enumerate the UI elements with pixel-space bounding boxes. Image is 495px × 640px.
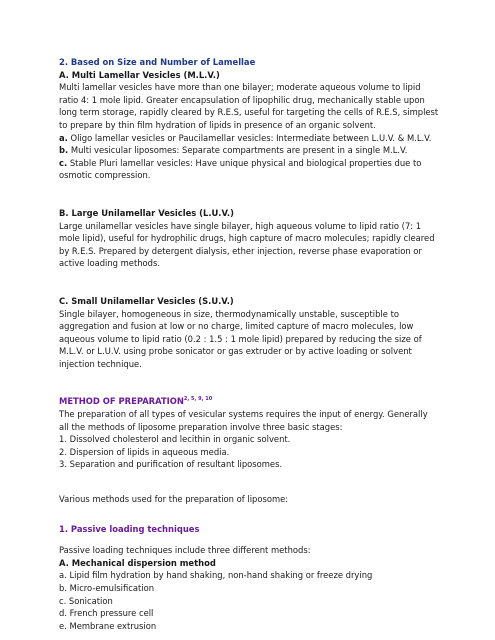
stage-item-3: 3. Separation and purification of resultant liposomes. xyxy=(59,459,283,470)
method-heading-text: METHOD OF PREPARATION xyxy=(59,396,184,407)
paragraph-suv: Single bilayer, homogeneous in size, thermodynamically unstable, susceptible to aggregation and fusion at low or no charge, limited capture of macro molecules, low aqueous volume to lipid ratio (0.2 : 1.5 : 1 mole lipid) prepared by reducing the size of M.L.V. or L.U.V. using probe sonicator or gas extruder or by active loading or solvent injection technique. xyxy=(59,308,422,369)
list-text: Multi vesicular liposomes: Separate compartments are present in a single M.L.V. xyxy=(68,145,408,156)
list-item-mlv-b xyxy=(59,144,439,157)
paragraph-various-methods: Various methods used for the preparation of liposome: xyxy=(59,494,289,505)
section-heading-lamellae: 2. Based on Size and Number of Lamellae xyxy=(59,57,256,67)
list-item-mlv-c xyxy=(59,157,439,182)
section-heading-method xyxy=(59,395,439,408)
subheading-mechanical: A. Mechanical dispersion method xyxy=(59,557,216,568)
method-item-a: a. Lipid film hydration by hand shaking, non-hand shaking or freeze drying xyxy=(59,570,373,581)
list-prefix: c. xyxy=(59,157,68,168)
stage-item-1: 1. Dissolved cholesterol and lecithin in organic solvent. xyxy=(59,434,291,445)
list-text: Oligo lamellar vesicles or Paucilamellar vesicles: Intermediate between L.U.V. & M.L.V. xyxy=(67,132,432,143)
paragraph-luv: Large unilamellar vesicles have single bilayer, high aqueous volume to lipid ratio (7: 1 mole lipid), useful for hydrophilic drugs, high capture of macro molecules; rapidly cleared by R.E.S. Prepared by detergent dialysis, ether injection, reverse phase evaporation or active loading methods. xyxy=(59,220,435,269)
subheading-luv: B. Large Unilamellar Vesicles (L.U.V.) xyxy=(59,207,234,218)
subheading-mlv: A. Multi Lamellar Vesicles (M.L.V.) xyxy=(59,69,220,80)
list-prefix: b. xyxy=(59,145,69,156)
method-item-c: c. Sonication xyxy=(59,595,113,606)
document-body xyxy=(59,56,439,632)
paragraph-passive-intro: Passive loading techniques include three different methods: xyxy=(59,545,311,556)
method-item-d: d. French pressure cell xyxy=(59,608,154,619)
paragraph-mlv: Multi lamellar vesicles have more than one bilayer; moderate aqueous volume to lipid ratio 4: 1 mole lipid. Greater encapsulation of lipophilic drug, mechanically stable upon long term storage, rapidly cleared by R.E.S, useful for targeting the cells of R.E.S, simplest to prepare by thin film hydration of lipids in presence of an organic solvent. xyxy=(59,82,439,130)
list-prefix: a. xyxy=(59,132,68,143)
list-text: Stable Pluri lamellar vesicles: Have unique physical and biological properties due to osmotic compression. xyxy=(59,157,422,181)
stage-item-2: 2. Dispersion of lipids in aqueous media. xyxy=(59,446,230,457)
subheading-suv: C. Small Unilamellar Vesicles (S.U.V.) xyxy=(59,295,234,306)
list-item-mlv-a xyxy=(59,132,439,145)
method-item-b: b. Micro-emulsification xyxy=(59,583,155,593)
section-heading-passive: 1. Passive loading techniques xyxy=(59,523,200,534)
method-item-e: e. Membrane extrusion xyxy=(59,620,157,631)
paragraph-method-intro: The preparation of all types of vesicular systems requires the input of energy. Generally all the methods of liposome preparation involve three basic stages: xyxy=(59,409,428,432)
reference-superscript: 2, 5, 9, 10 xyxy=(183,396,213,403)
